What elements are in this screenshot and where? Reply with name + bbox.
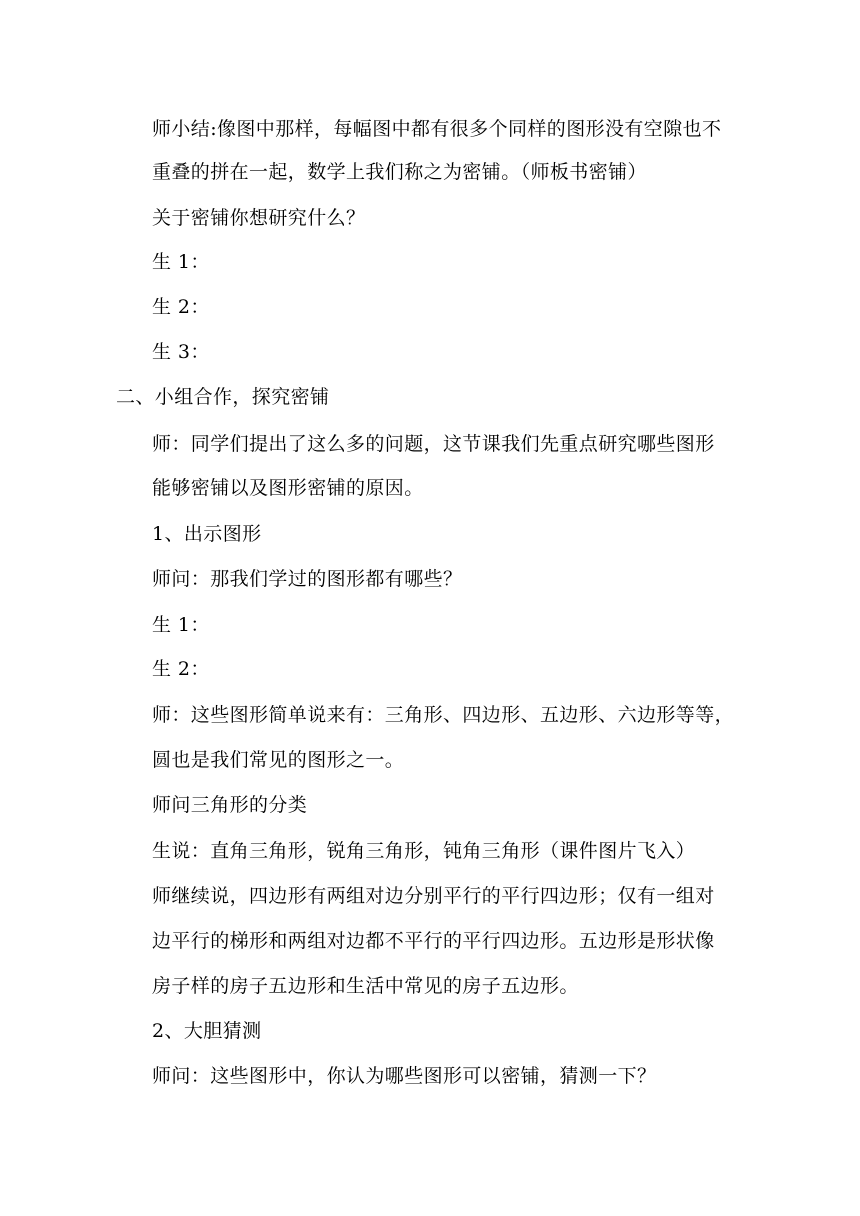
paragraph-line: 生 2： [152,296,210,318]
paragraph-line: 生说：直角三角形，锐角三角形，钝角三角形（课件图片飞入） [152,840,696,862]
paragraph-line: 生 3： [152,341,210,363]
paragraph-line: 能够密铺以及图形密铺的原因。 [152,477,424,499]
paragraph-line: 师问：那我们学过的图形都有哪些？ [152,568,463,590]
subheading: 2、大胆猜测 [152,1020,262,1042]
paragraph-line: 师：这些图形简单说来有：三角形、四边形、五边形、六边形等等， [152,704,735,726]
paragraph-line: 师：同学们提出了这么多的问题，这节课我们先重点研究哪些图形 [152,433,715,455]
paragraph-line: 生 1： [152,614,210,636]
paragraph-line: 重叠的拼在一起，数学上我们称之为密铺。（师板书密铺） [152,161,647,183]
paragraph-line: 圆也是我们常见的图形之一。 [152,749,405,771]
paragraph-line: 房子样的房子五边形和生活中常见的房子五边形。 [152,975,579,997]
section-heading: 二、小组合作，探究密铺 [116,386,330,408]
paragraph-line: 生 2： [152,658,210,680]
paragraph-line: 生 1： [152,251,210,273]
paragraph-line: 边平行的梯形和两组对边都不平行的平行四边形。五边形是形状像 [152,930,715,952]
paragraph-line: 师问：这些图形中，你认为哪些图形可以密铺，猜测一下？ [152,1065,657,1087]
paragraph-line: 关于密铺你想研究什么？ [152,207,366,229]
paragraph-line: 师小结:像图中那样，每幅图中都有很多个同样的图形没有空隙也不 [152,118,722,140]
paragraph-line: 师继续说，四边形有两组对边分别平行的平行四边形；仅有一组对 [152,885,715,907]
subheading: 1、出示图形 [152,523,262,545]
paragraph-line: 师问三角形的分类 [152,794,308,816]
